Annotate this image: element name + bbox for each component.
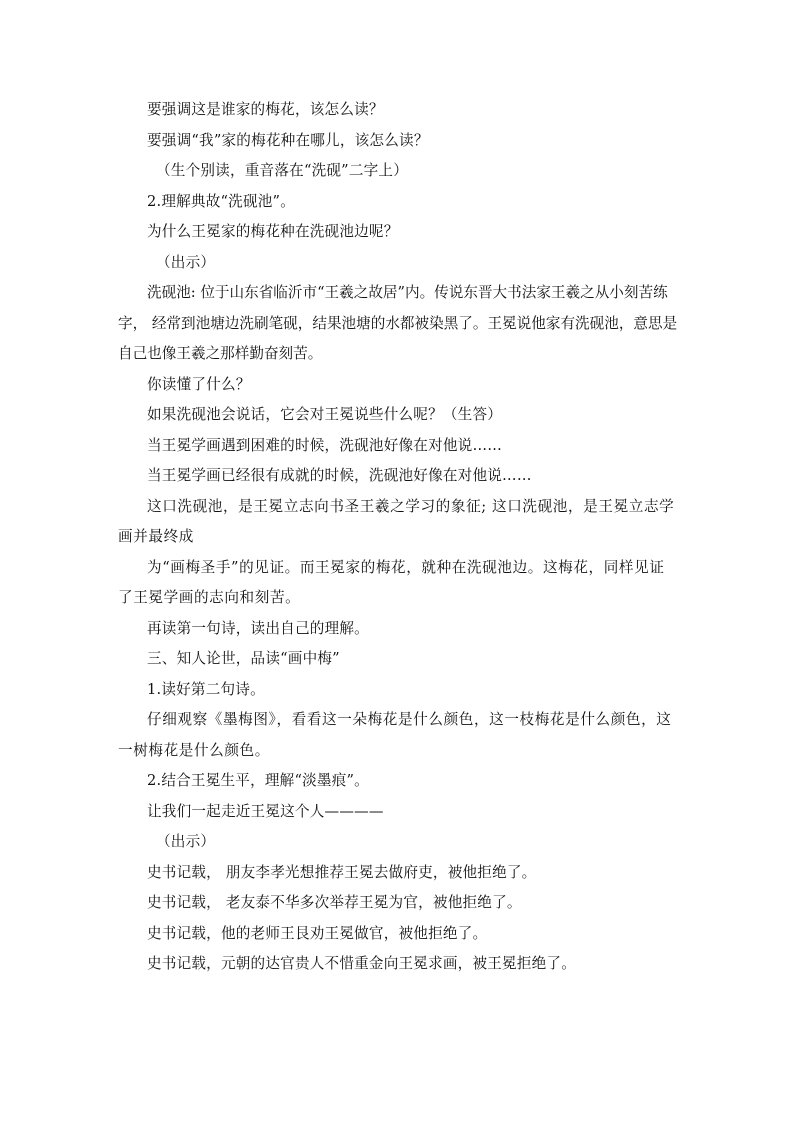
paragraph-22: 史书记载， 老友泰不华多次举荐王冕为官，被他拒绝了。 (147, 894, 522, 911)
paragraph-2: 要强调“我”家的梅花种在哪儿，该怎么读？ (147, 131, 429, 149)
paragraph-8: 你读懂了什么？ (147, 375, 251, 393)
paragraph-12: 这口洗砚池，是王冕立志向书圣王羲之学习的象征; 这口洗砚池，是王冕立志学画并最终成 (118, 497, 675, 545)
paragraph-4: 2.理解典故“洗砚池”。 (147, 192, 295, 210)
paragraph-13: 为“画梅圣手”的见证。而王冕家的梅花，就种在洗砚池边。这梅花，同样见证了王冕学画的志向和刻苦。 (118, 558, 665, 606)
paragraph-23: 史书记载，他的老师王艮劝王冕做官，被他拒绝了。 (147, 924, 488, 942)
paragraph-16: 1.读好第二句诗。 (147, 680, 265, 698)
paragraph-11: 当王冕学画已经很有成就的时候，洗砚池好像在对他说…… (147, 467, 532, 484)
paragraph-14: 再读第一句诗，读出自己的理解。 (147, 619, 369, 637)
paragraph-19: 让我们一起走近王冕这个人———— (147, 802, 384, 820)
paragraph-17: 仔细观察《墨梅图》，看看这一朵梅花是什么颜色，这一枝梅花是什么颜色，这一树梅花是什么颜色。 (118, 711, 672, 759)
paragraph-24: 史书记载，元朝的达官贵人不惜重金向王冕求画，被王冕拒绝了。 (147, 955, 577, 972)
paragraph-18: 2.结合王冕生平，理解“淡墨痕”。 (147, 772, 369, 789)
section-heading-3: 三、知人论世，品读“画中梅” (147, 650, 340, 667)
paragraph-7: 洗砚池: 位于山东省临沂市“王羲之故居”内。传说东晋大书法家王羲之从小刻苦练字， 经常到池塘边洗刷笔砚，结果池塘的水都被染黑了。王冕说他家有洗砚池，意思是自己也像王羲之那样勤奋刻苦。 (118, 284, 678, 362)
paragraph-5: 为什么王冕家的梅花种在洗砚池边呢？ (147, 223, 399, 240)
paragraph-20: （出示） (156, 833, 216, 850)
document-body (118, 95, 678, 980)
paragraph-10: 当王冕学画遇到困难的时候，洗砚池好像在对他说…… (147, 436, 503, 454)
paragraph-3: （生个别读，重音落在“洗砚”二字上） (156, 162, 409, 179)
paragraph-9: 如果洗砚池会说话，它会对王冕说些什么呢？（生答） (147, 406, 503, 423)
paragraph-1: 要强调这是谁家的梅花，该怎么读？ (147, 101, 384, 118)
paragraph-6: （出示） (156, 253, 216, 271)
paragraph-21: 史书记载， 朋友李孝光想推荐王冕去做府吏，被他拒绝了。 (147, 863, 537, 881)
